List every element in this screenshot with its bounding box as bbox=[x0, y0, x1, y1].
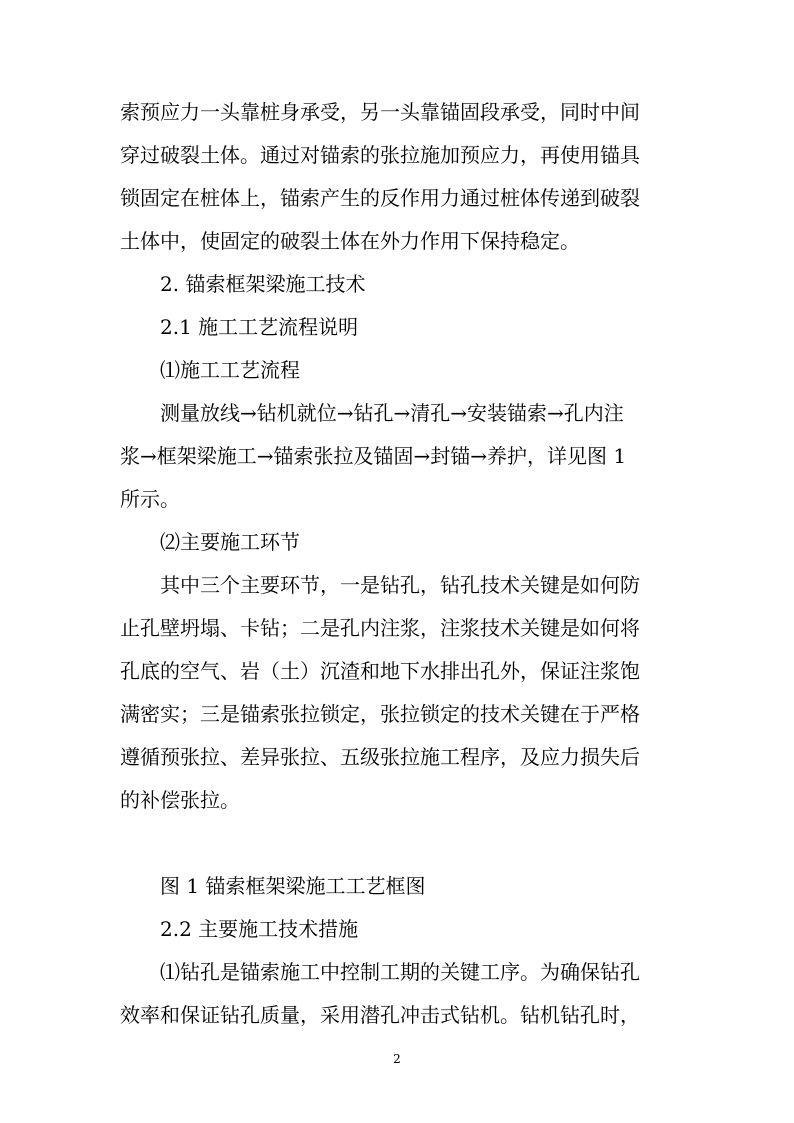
paragraph-line: 止孔壁坍塌、卡钻；二是孔内注浆，注浆技术关键是如何将 bbox=[120, 616, 640, 640]
paragraph-line: 遵循预张拉、差异张拉、五级张拉施工程序，及应力损失后 bbox=[120, 745, 640, 769]
paragraph-line: 的补偿张拉。 bbox=[120, 788, 240, 812]
figure-caption: 图 1 锚索框架梁施工工艺框图 bbox=[160, 874, 426, 898]
paragraph-line: 效率和保证钻孔质量，采用潜孔冲击式钻机。钻机钻孔时， bbox=[120, 1003, 640, 1027]
section-heading: 2. 锚索框架梁施工技术 bbox=[160, 272, 366, 296]
paragraph-line: 索预应力一头靠桩身承受，另一头靠锚固段承受，同时中间 bbox=[120, 100, 640, 124]
paragraph-line: 土体中，使固定的破裂土体在外力作用下保持稳定。 bbox=[120, 229, 580, 253]
paragraph-line: 孔底的空气、岩（土）沉渣和地下水排出孔外，保证注浆饱 bbox=[120, 659, 640, 683]
subsection-heading: 2.1 施工工艺流程说明 bbox=[160, 315, 359, 339]
paragraph-line: 浆→框架梁施工→锚索张拉及锚固→封锚→养护，详见图 1 bbox=[120, 444, 627, 468]
subsection-heading: 2.2 主要施工技术措施 bbox=[160, 917, 359, 941]
paragraph-line: 锁固定在桩体上，锚索产生的反作用力通过桩体传递到破裂 bbox=[120, 186, 640, 210]
paragraph-line: 穿过破裂土体。通过对锚索的张拉施加预应力，再使用锚具 bbox=[120, 143, 640, 167]
paragraph-line: 满密实；三是锚索张拉锁定，张拉锁定的技术关键在于严格 bbox=[120, 702, 640, 726]
page-number: 2 bbox=[393, 1052, 401, 1066]
paragraph-line: 所示。 bbox=[120, 487, 180, 511]
item-heading: ⑵主要施工环节 bbox=[160, 530, 300, 554]
paragraph-line: 其中三个主要环节，一是钻孔，钻孔技术关键是如何防 bbox=[160, 573, 640, 597]
item-heading: ⑴施工工艺流程 bbox=[160, 358, 300, 382]
paragraph-line: 测量放线→钻机就位→钻孔→清孔→安装锚索→孔内注 bbox=[160, 401, 624, 425]
paragraph-line: ⑴钻孔是锚索施工中控制工期的关键工序。为确保钻孔 bbox=[160, 960, 640, 984]
